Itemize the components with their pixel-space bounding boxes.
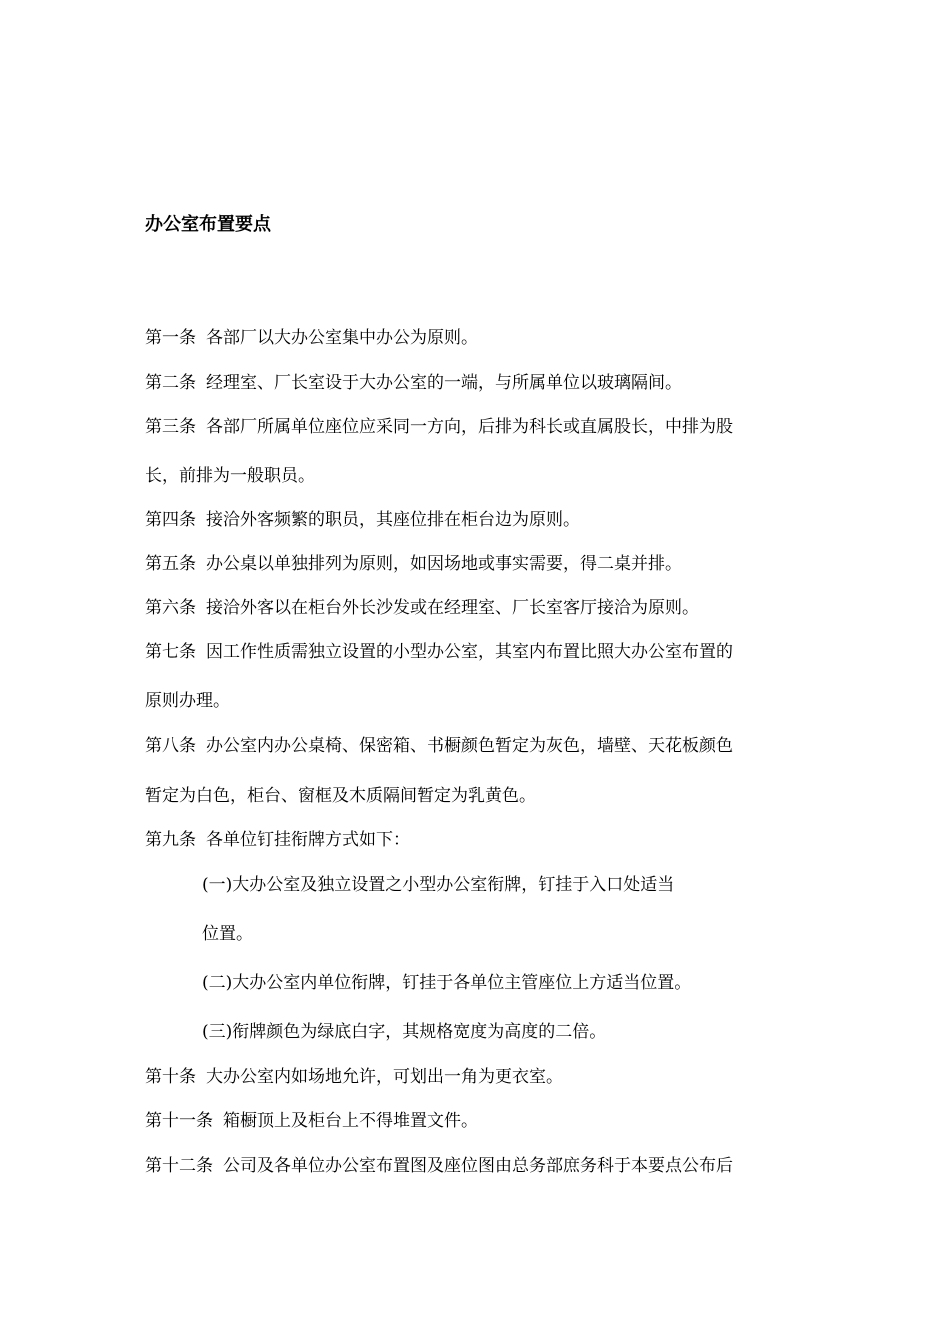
article-number: 第十一条 <box>145 1111 213 1131</box>
article-line <box>145 639 733 665</box>
article-text: 接洽外客以在柜台外长沙发或在经理室、厂长室客厅接洽为原则。 <box>206 598 699 618</box>
article-line <box>145 827 410 853</box>
article-text: 各单位钉挂衔牌方式如下： <box>206 830 410 850</box>
article-number: 第八条 <box>145 736 196 756</box>
sub-item <box>202 1019 606 1045</box>
article-text: 办公桌以单独排列为原则，如因场地或事实需要，得二桌并排。 <box>206 554 682 574</box>
article-text: 长，前排为一般职员。 <box>145 466 315 486</box>
article-line <box>145 325 478 351</box>
sub-item <box>202 872 674 898</box>
article-line <box>145 733 733 759</box>
sub-item-text: (一)大办公室及独立设置之小型办公室衔牌，钉挂于入口处适当 <box>202 875 675 895</box>
article-number: 第五条 <box>145 554 196 574</box>
article-text: 各部厂以大办公室集中办公为原则。 <box>206 328 478 348</box>
article-text: 暂定为白色，柜台、窗框及木质隔间暂定为乳黄色。 <box>145 786 536 806</box>
article-line <box>145 551 682 577</box>
article-line <box>145 414 733 440</box>
article-text: 办公室内办公桌椅、保密箱、书橱颜色暂定为灰色，墙壁、天花板颜色 <box>206 736 733 756</box>
sub-item-text: (二)大办公室内单位衔牌，钉挂于各单位主管座位上方适当位置。 <box>202 973 692 993</box>
article-text: 各部厂所属单位座位应采同一方向，后排为科长或直属股长，中排为股 <box>206 417 733 437</box>
article-number: 第四条 <box>145 510 196 530</box>
document-title: 办公室布置要点 <box>145 214 271 235</box>
article-text: 大办公室内如场地允许，可划出一角为更衣室。 <box>206 1067 563 1087</box>
article-number: 第二条 <box>145 373 196 393</box>
article-number: 第十二条 <box>145 1156 213 1176</box>
article-text: 因工作性质需独立设置的小型办公室，其室内布置比照大办公室布置的 <box>206 642 733 662</box>
article-text: 原则办理。 <box>145 691 230 711</box>
article-continuation <box>145 783 536 809</box>
article-continuation <box>145 688 230 714</box>
article-number: 第一条 <box>145 328 196 348</box>
article-line <box>145 1108 478 1134</box>
article-number: 第七条 <box>145 642 196 662</box>
article-line <box>145 1064 563 1090</box>
sub-item-continuation <box>202 921 253 947</box>
sub-item <box>202 970 691 996</box>
article-line <box>145 595 699 621</box>
article-text: 接洽外客频繁的职员，其座位排在柜台边为原则。 <box>206 510 580 530</box>
article-text: 经理室、厂长室设于大办公室的一端，与所属单位以玻璃隔间。 <box>206 373 682 393</box>
article-text: 公司及各单位办公室布置图及座位图由总务部庶务科于本要点公布后 <box>223 1156 733 1176</box>
article-number: 第九条 <box>145 830 196 850</box>
article-number: 第六条 <box>145 598 196 618</box>
sub-item-text: (三)衔牌颜色为绿底白字，其规格宽度为高度的二倍。 <box>202 1022 607 1042</box>
article-line <box>145 507 580 533</box>
article-number: 第三条 <box>145 417 196 437</box>
sub-item-text: 位置。 <box>202 924 253 944</box>
article-line <box>145 1153 733 1179</box>
article-number: 第十条 <box>145 1067 196 1087</box>
article-text: 箱橱顶上及柜台上不得堆置文件。 <box>223 1111 478 1131</box>
article-line <box>145 370 682 396</box>
article-continuation <box>145 463 315 489</box>
